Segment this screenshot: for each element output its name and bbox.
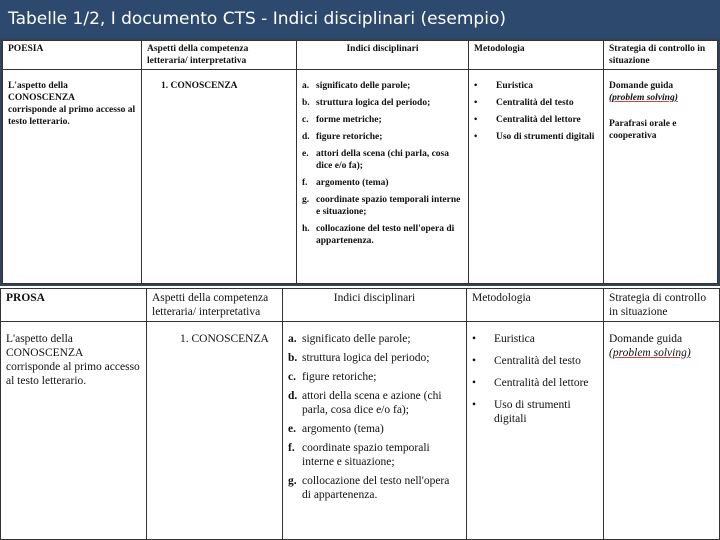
bullet-icon: • (472, 355, 477, 367)
competence-cell (142, 70, 297, 284)
list-item: d. figure retoriche; (302, 132, 383, 142)
bullet-icon: • (474, 81, 478, 91)
strategy-primary: Domande guida (609, 333, 683, 345)
bullet-icon: • (474, 132, 478, 142)
indices-cell (283, 322, 467, 540)
aspect-cell (1, 322, 147, 540)
prosa-table-panel (0, 288, 720, 540)
list-item: b. struttura logica del periodo; (288, 352, 430, 364)
bullet-icon: • (472, 399, 477, 411)
header-method: Metodologia (469, 41, 604, 70)
list-item: • Euristica (472, 333, 535, 345)
header-strategy: Strategia di controllo in situazione (604, 41, 718, 70)
list-item: • Euristica (474, 81, 533, 91)
header-aspect: Aspetti della competenza letteraria/ interpretativa (142, 41, 297, 70)
prosa-table (0, 288, 720, 540)
list-item: f. coordinate spazio temporali interne e situazione; (288, 442, 430, 468)
competence-label: 1. CONOSCENZA (180, 333, 269, 345)
strategy-secondary: Parafrasi orale e cooperativa (609, 119, 677, 141)
table-row (3, 70, 718, 284)
competence-label: 1. CONOSCENZA (161, 81, 238, 91)
aspect-cell (3, 70, 142, 284)
method-cell (469, 70, 604, 284)
aspect-title: L'aspetto della CONOSCENZA (8, 81, 76, 103)
genre-header: PROSA (1, 289, 147, 322)
header-method: Metodologia (467, 289, 604, 322)
strategy-cell (604, 322, 720, 540)
list-item: • Uso di strumenti digitali (472, 399, 571, 425)
list-item: c. figure retoriche; (288, 371, 377, 383)
list-item: e. attori della scena (chi parla, cosa dice e/o fa); (302, 149, 449, 171)
list-item: b. struttura logica del periodo; (302, 98, 431, 108)
strategy-note: (problem solving) (609, 347, 691, 359)
indices-cell (297, 70, 469, 284)
poesia-table-panel (0, 38, 720, 286)
bullet-icon: • (472, 377, 477, 389)
aspect-title: L'aspetto della CONOSCENZA (6, 333, 84, 359)
slide-title: Tabelle 1/2, I documento CTS - Indici disciplinari (esempio) (0, 0, 720, 38)
header-indices: Indici disciplinari (297, 41, 469, 70)
list-item: • Uso di strumenti digitali (474, 132, 595, 142)
list-item: g. coordinate spazio temporali interne e situazione; (302, 195, 461, 217)
table-row (1, 322, 720, 540)
strategy-primary: Domande guida (609, 81, 674, 91)
list-item: f. argomento (tema) (302, 178, 389, 188)
header-strategy: Strategia di controllo in situazione (604, 289, 720, 322)
bullet-icon: • (474, 98, 478, 108)
table-header-row (1, 289, 720, 322)
list-item: • Centralità del testo (472, 355, 581, 367)
competence-cell (147, 322, 283, 540)
aspect-desc: corrisponde al primo accesso al testo letterario. (6, 361, 140, 387)
method-cell (467, 322, 604, 540)
bullet-icon: • (474, 115, 478, 125)
list-item: • Centralità del testo (474, 98, 574, 108)
list-item: d. attori della scena e azione (chi parla, cosa dice e/o fa); (288, 390, 442, 416)
list-item: g. collocazione del testo nell'opera di appartenenza. (288, 475, 450, 501)
strategy-cell (604, 70, 718, 284)
list-item: e. argomento (tema) (288, 423, 384, 435)
poesia-table (2, 40, 718, 284)
strategy-note: (problem solving) (609, 93, 678, 103)
genre-header: POESIA (3, 41, 142, 70)
list-item: h. collocazione del testo nell'opera di appartenenza. (302, 224, 455, 246)
list-item: c. forme metriche; (302, 115, 382, 125)
header-aspect: Aspetti della competenza letteraria/ interpretativa (147, 289, 283, 322)
bullet-icon: • (472, 333, 477, 345)
aspect-desc: corrisponde al primo accesso al testo letterario. (8, 105, 136, 127)
list-item: • Centralità del lettore (472, 377, 589, 389)
header-indices: Indici disciplinari (283, 289, 467, 322)
table-header-row (3, 41, 718, 70)
list-item: a. significato delle parole; (288, 333, 411, 345)
list-item: a. significato delle parole; (302, 81, 411, 91)
list-item: • Centralità del lettore (474, 115, 581, 125)
